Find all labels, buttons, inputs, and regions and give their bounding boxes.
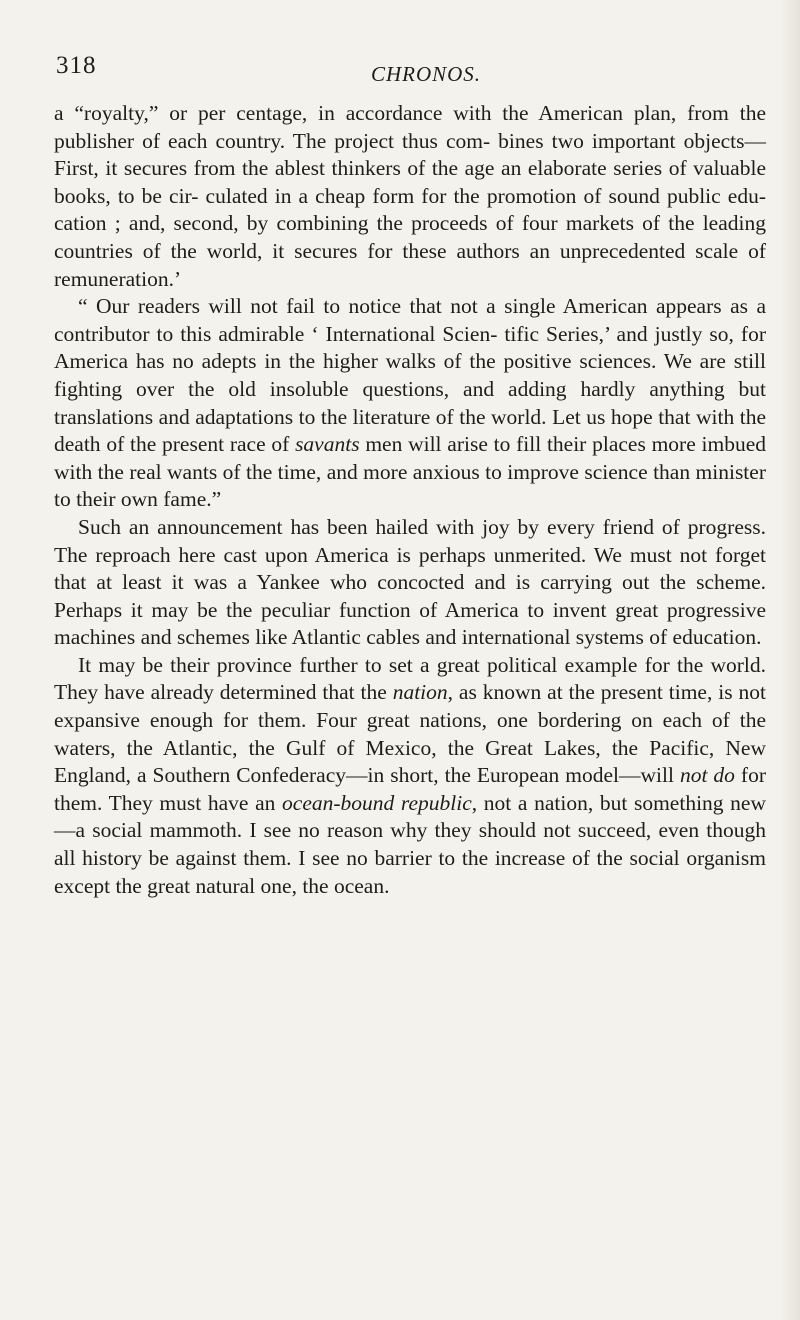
italic-run: not do bbox=[679, 763, 735, 788]
paragraph-quote bbox=[54, 293, 766, 514]
page-edge-shadow bbox=[780, 0, 800, 1320]
text-run: It may be their province further to set a great political example for the world. They have already determined that the bbox=[54, 652, 766, 705]
paragraph-continued bbox=[54, 100, 766, 293]
italic-run: savants bbox=[295, 432, 360, 457]
body-text bbox=[54, 100, 766, 900]
text-run: men will arise to fill their places more imbued with the real wants of the time, and more anxious to improve science than minister to their own fame.” bbox=[54, 432, 766, 512]
paragraph-announcement bbox=[54, 514, 766, 652]
italic-run: nation bbox=[392, 680, 448, 705]
page-number: 318 bbox=[56, 52, 97, 79]
text-run: , not a nation, but something new —a social mammoth. I see no reason why they should not succeed, even though all history be against them. I see no barrier to the increase of the social organism except the great natural one, the ocean. bbox=[54, 790, 767, 898]
paragraph-political-example bbox=[54, 652, 766, 900]
text-run: “ Our readers will not fail to notice that not a single American appears as a contributor to this admirable ‘ International Scien- tific Series,’ and justly so, for America has no adepts in the higher walks of the positive sciences. We are still fighting over the old insoluble questions, and adding hardly anything but translations and adaptations to the literature of the world. Let us hope that with the death of the present race of bbox=[54, 294, 766, 457]
running-title: CHRONOS. bbox=[370, 62, 482, 86]
text-run: Such an announcement has been hailed with joy by every friend of progress. The reproach here cast upon America is perhaps unmerited. We must not forget that at least it was a Yankee who concocted and is carrying out the scheme. Perhaps it may be the peculiar function of America to invent great progressive machines and schemes like Atlantic cables and international systems of education. bbox=[54, 514, 766, 650]
text-run: a “royalty,” or per centage, in accordance with the American plan, from the publisher of each country. The project thus com- bines two important objects—First, it secures from the ablest thinkers of the age an elaborate series of valuable books, to be cir- culated in a cheap form for the promotion of sound public edu- cation ; and, second, by combining the proceeds of four markets of the leading countries of the world, it secures for these authors an unprecedented scale of remuneration.’ bbox=[54, 101, 766, 291]
text-run: , as known at the present time, is not expansive enough for them. Four great nations, one bordering on each of the waters, the Atlantic, the Gulf of Mexico, the Great Lakes, the Pacific, New England, a Southern Confederacy—in short, the European model—will bbox=[54, 680, 766, 788]
page-header bbox=[56, 52, 756, 92]
text-run: for them. They must have an bbox=[54, 763, 766, 815]
italic-run: ocean-bound republic bbox=[282, 790, 472, 815]
